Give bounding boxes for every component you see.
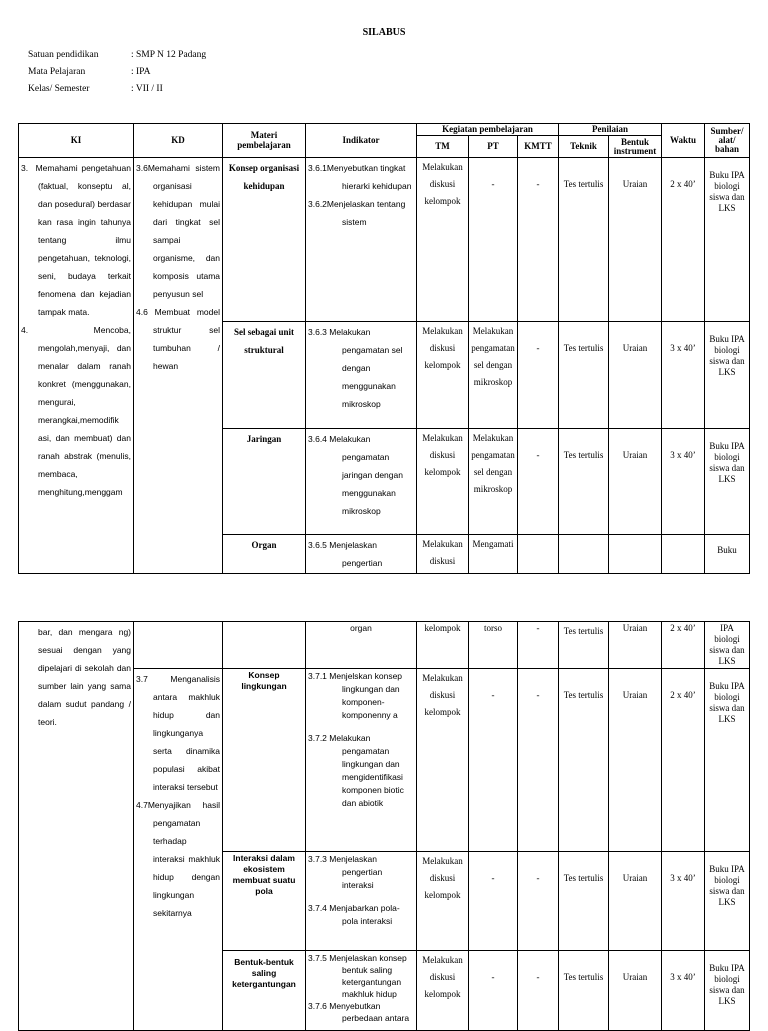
waktu-cell: 3 x 40’ [662, 429, 705, 535]
pt-cell: - [469, 158, 518, 322]
indikator-item: 3.7.4 Menjabarkan pola-pola interaksi [308, 903, 400, 926]
kd-item: 3.6Memahami sistem organisasi kehidupan mulai dari tingkat sel sampai organisme, dan komposis utama penyusun sel [136, 163, 220, 300]
kmtt-cell: - [518, 951, 559, 1031]
kd-cell [134, 622, 223, 669]
kmtt-cell: - [518, 158, 559, 322]
document-title: SILABUS [362, 27, 406, 38]
indikator-cell [306, 322, 417, 429]
header-bentuk: Bentuk instrument [609, 136, 662, 158]
indikator-item: 3.7.3 Menjelaskan pengertian interaksi [308, 854, 383, 890]
waktu-cell: 3 x 40’ [662, 951, 705, 1031]
header-materi: Materi pembelajaran [223, 124, 306, 158]
kd-cell [134, 669, 223, 1031]
syllabus-table-page1 [18, 123, 750, 574]
materi-cell: Jaringan [223, 429, 306, 535]
ki-item: bar, dan mengara ng) sesuai dengan yang dipelajari di sekolah dan sumber lain yang sama dalam sudut pandang / teori. [38, 627, 131, 727]
pt-cell: Melakukan pengamatan sel dengan mikroskop [469, 429, 518, 535]
indikator-cell: organ [306, 622, 417, 669]
sumber-cell: Buku IPA biologi siswa dan LKS [705, 429, 750, 535]
syllabus-table-page2 [18, 621, 750, 1031]
indikator-item: 3.7.6 Menyebutkan perbedaan antara [308, 1001, 410, 1023]
indikator-cell [306, 852, 417, 951]
header-teknik: Teknik [559, 136, 609, 158]
teknik-cell: Tes tertulis [559, 322, 609, 429]
meta-label: Satuan pendidikan [28, 50, 99, 60]
sumber-cell: IPA biologi siswa dan LKS [705, 622, 750, 669]
kd-item: 3.7 Menganalisis antara makhluk hidup dan lingkunganya serta dinamika populasi akibat interaksi tersebut [136, 674, 220, 792]
indikator-item: 3.6.4 Melakukan pengamatan jaringan dengan menggunakan mikroskop [308, 434, 403, 517]
header-ki: KI [19, 124, 134, 158]
indikator-item: 3.6.1Menyebutkan tingkat hierarki kehidupan [308, 163, 412, 192]
ki-cell [19, 158, 134, 574]
header-pt: PT [469, 136, 518, 158]
indikator-item: 3.7.1 Menjelskan konsep lingkungan dan komponen-komponenny a [308, 671, 403, 720]
bentuk-cell: Uraian [609, 322, 662, 429]
indikator-cell [306, 951, 417, 1031]
materi-cell: Sel sebagai unit struktural [223, 322, 306, 429]
indikator-item: 3.7.5 Menjelaskan konsep bentuk saling ketergantungan makhluk hidup [308, 953, 407, 999]
header-tm: TM [417, 136, 469, 158]
header-kmtt: KMTT [518, 136, 559, 158]
bentuk-cell [609, 535, 662, 574]
teknik-cell [559, 535, 609, 574]
tm-cell: Melakukan diskusi kelompok [417, 429, 469, 535]
waktu-cell [662, 535, 705, 574]
header-sumber: Sumber/ alat/ bahan [705, 124, 750, 158]
materi-cell: Interaksi dalam ekosistem membuat suatu pola [223, 852, 306, 951]
waktu-cell: 2 x 40’ [662, 669, 705, 852]
tm-cell: Melakukan diskusi kelompok [417, 951, 469, 1031]
ki-item: 3. Memahami pengetahuan (faktual, konseptu al, dan posedural) berdasar kan rasa ingin tahunya tentang ilmu pengetahuan, teknologi, seni, budaya terkait fenomena dan kejadian tampak mata. [21, 163, 131, 318]
teknik-cell: Tes tertulis [559, 669, 609, 852]
indikator-item: 3.6.5 Menjelaskan pengertian [308, 540, 383, 569]
bentuk-cell: Uraian [609, 951, 662, 1031]
indikator-item: 3.6.2Menjelaskan tentang sistem [308, 199, 406, 228]
tm-cell: Melakukan diskusi kelompok [417, 322, 469, 429]
materi-cell [223, 622, 306, 669]
tm-cell: kelompok [417, 622, 469, 669]
kmtt-cell: - [518, 622, 559, 669]
materi-cell: Bentuk-bentuk saling ketergantungan [223, 951, 306, 1031]
waktu-cell: 2 x 40’ [662, 158, 705, 322]
pt-cell: torso [469, 622, 518, 669]
kd-cell [134, 158, 223, 574]
bentuk-cell: Uraian [609, 669, 662, 852]
header-kd: KD [134, 124, 223, 158]
tm-cell: Melakukan diskusi [417, 535, 469, 574]
kmtt-cell [518, 535, 559, 574]
tm-cell: Melakukan diskusi kelompok [417, 669, 469, 852]
kmtt-cell: - [518, 322, 559, 429]
waktu-cell: 3 x 40’ [662, 322, 705, 429]
waktu-cell: 3 x 40’ [662, 852, 705, 951]
meta-value: : VII / II [131, 84, 163, 94]
indikator-cell [306, 429, 417, 535]
header-penilaian: Penilaian [559, 124, 662, 136]
header-waktu: Waktu [662, 124, 705, 158]
sumber-cell: Buku IPA biologi siswa dan LKS [705, 852, 750, 951]
indikator-cell [306, 158, 417, 322]
meta-label: Kelas/ Semester [28, 84, 90, 94]
pt-cell: Melakukan pengamatan sel dengan mikroskop [469, 322, 518, 429]
kmtt-cell: - [518, 429, 559, 535]
bentuk-cell: Uraian [609, 158, 662, 322]
table-row [19, 622, 750, 669]
header-indikator: Indikator [306, 124, 417, 158]
meta-value: : SMP N 12 Padang [131, 50, 207, 60]
bentuk-cell: Uraian [609, 852, 662, 951]
pt-cell: - [469, 951, 518, 1031]
indikator-item: 3.6.3 Melakukan pengamatan sel dengan menggunakan mikroskop [308, 327, 403, 410]
ki-item: 4. Mencoba, mengolah,menyaji, dan menalar dalam ranah konkret (menggunakan, mengurai, merangkai,memodifik asi, dan membuat) dan ranah abstrak (menulis, membaca, menghitung,menggam [21, 325, 131, 498]
kmtt-cell: - [518, 669, 559, 852]
sumber-cell: Buku IPA biologi siswa dan LKS [705, 951, 750, 1031]
indikator-cell [306, 669, 417, 852]
sumber-cell: Buku IPA biologi siswa dan LKS [705, 669, 750, 852]
meta-value: : IPA [131, 67, 151, 77]
pt-cell: Mengamati [469, 535, 518, 574]
waktu-cell: 2 x 40’ [662, 622, 705, 669]
kd-item: 4.6 Membuat model struktur sel tumbuhan / hewan [136, 307, 220, 372]
tm-cell: Melakukan diskusi kelompok [417, 158, 469, 322]
header-kegiatan: Kegiatan pembelajaran [417, 124, 559, 136]
bentuk-cell: Uraian [609, 622, 662, 669]
materi-cell: Konsep organisasi kehidupan [223, 158, 306, 322]
pt-cell: - [469, 852, 518, 951]
kd-item: 4.7Menyajikan hasil pengamatan terhadap interaksi makhluk hidup dengan lingkungan sekitarnya [136, 800, 220, 918]
sumber-cell: Buku [705, 535, 750, 574]
pt-cell: - [469, 669, 518, 852]
bentuk-cell: Uraian [609, 429, 662, 535]
indikator-item: 3.7.2 Melakukan pengamatan lingkungan dan mengidentifikasi komponen biotic dan abiotik [308, 733, 404, 808]
teknik-cell: Tes tertulis [559, 622, 609, 669]
teknik-cell: Tes tertulis [559, 951, 609, 1031]
materi-cell: Konsep lingkungan [223, 669, 306, 852]
meta-label: Mata Pelajaran [28, 67, 86, 77]
teknik-cell: Tes tertulis [559, 429, 609, 535]
sumber-cell: Buku IPA biologi siswa dan LKS [705, 322, 750, 429]
materi-cell: Organ [223, 535, 306, 574]
sumber-cell: Buku IPA biologi siswa dan LKS [705, 158, 750, 322]
ki-cell [19, 622, 134, 1031]
table-row [19, 158, 750, 322]
teknik-cell: Tes tertulis [559, 158, 609, 322]
kmtt-cell: - [518, 852, 559, 951]
tm-cell: Melakukan diskusi kelompok [417, 852, 469, 951]
teknik-cell: Tes tertulis [559, 852, 609, 951]
indikator-cell [306, 535, 417, 574]
